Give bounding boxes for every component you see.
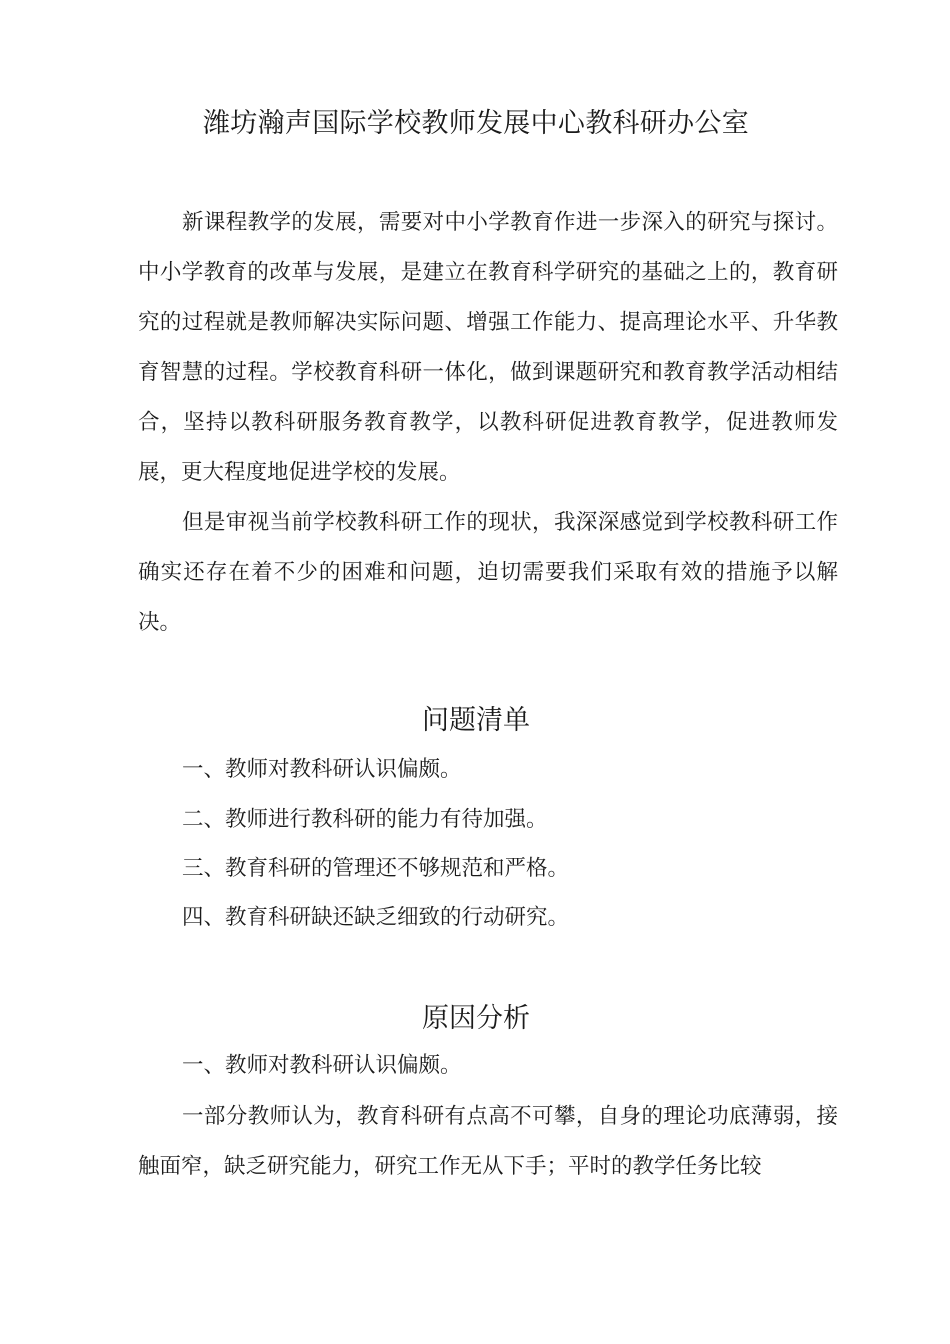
intro-paragraph-2: 但是审视当前学校教科研工作的现状，我深深感觉到学校教科研工作确实还存在着不少的困难和问题，迫切需要我们采取有效的措施予以解决。 — [138, 510, 838, 635]
problem-item-2: 二、教师进行教科研的能力有待加强。 — [182, 807, 548, 832]
problem-item-4: 四、教育科研缺还缺乏细致的行动研究。 — [182, 905, 570, 930]
document-title: 潍坊瀚声国际学校教师发展中心教科研办公室 — [203, 108, 749, 139]
problem-item-1: 一、教师对教科研认识偏颇。 — [182, 757, 462, 782]
problem-item-3: 三、教育科研的管理还不够规范和严格。 — [182, 856, 570, 881]
analysis-heading: 原因分析 — [422, 1003, 530, 1034]
analysis-paragraph: 一部分教师认为，教育科研有点高不可攀，自身的理论功底薄弱，接触面窄，缺乏研究能力，研究工作无从下手；平时的教学任务比较 — [138, 1104, 838, 1179]
analysis-subheading: 一、教师对教科研认识偏颇。 — [182, 1053, 462, 1078]
intro-paragraph-1: 新课程教学的发展，需要对中小学教育作进一步深入的研究与探讨。中小学教育的改革与发展，是建立在教育科学研究的基础之上的，教育研究的过程就是教师解决实际问题、增强工作能力、提高理论水平、升华教育智慧的过程。学校教育科研一体化，做到课题研究和教育教学活动相结合，坚持以教科研服务教育教学，以教科研促进教育教学，促进教师发展，更大程度地促进学校的发展。 — [138, 210, 838, 485]
problems-heading: 问题清单 — [422, 705, 530, 736]
